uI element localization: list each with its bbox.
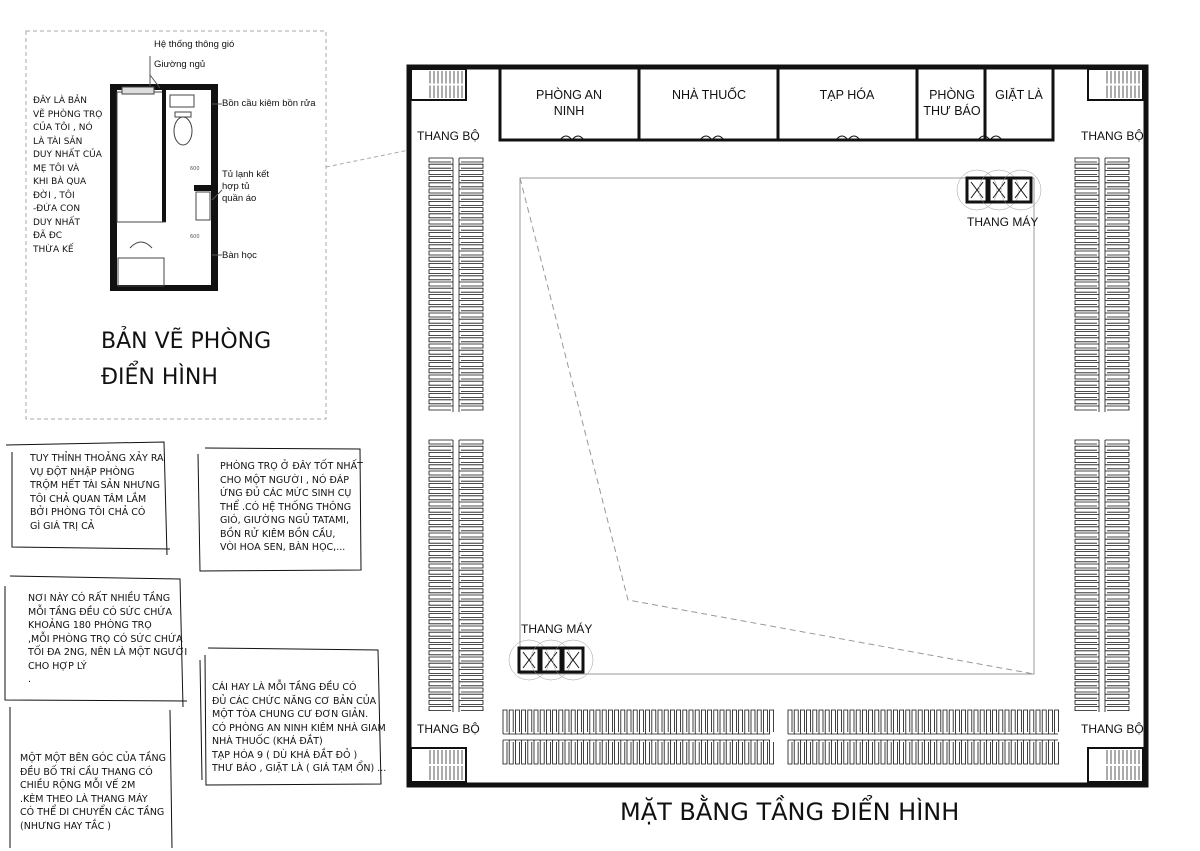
bed-label: Giường ngủ [154,59,206,70]
note-floor-functions: CÁI HAY LÀ MỖI TẦNG ĐỀU CÓ ĐỦ CÁC CHỨC NĂNG CƠ BẢN CỦA MỘT TÒA CHUNG CƯ ĐƠN GIẢN. CÓ PHÒNG AN NINH KIÊM NHÀ GIAM NHÀ THUỐC (KHÁ ĐẮT) TẠP HÓA 9 ( DÙ KHÁ ĐẮT ĐỎ ) THƯ BÁO , GIẶT LÀ ( GIÁ TẠM ỔN) ... [212,682,387,774]
toilet-sink-label: Bồn cầu kiêm bồn rửa [222,98,316,109]
room-pharmacy: NHÀ THUỐC [671,88,747,102]
callout-line [326,150,409,167]
note-break-in: TUY THỈNH THOẢNG XẢY RA VỤ ĐỘT NHẬP PHÒNG TRỘM HẾT TÀI SẢN NHƯNG TÔI CHẢ QUAN TÂM LẮM BỞI PHÒNG TÔI CHẢ CÓ GÌ GIÁ TRỊ CẢ [30,453,164,532]
stairs-label-bottom-right: THANG BỘ [1081,722,1144,736]
note-capacity: NƠI NÀY CÓ RẤT NHIỀU TẦNG MỖI TẦNG ĐỀU CÓ SỨC CHỨA KHOẢNG 180 PHÒNG TRỌ ,MỖI PHÒNG TRỌ CÓ SỨC CHỨA TỐI ĐA 2NG, NÊN LÀ MỘT NGƯỜI CHO HỢP LÝ . [28,593,188,685]
note-room-quality: PHÒNG TRỌ Ở ĐÂY TỐT NHẤT CHO MỘT NGƯỜI , NÓ ĐÁP ỨNG ĐỦ CÁC MỨC SINH CỤ THỂ .CÓ HỆ THỐNG THÔNG GIÓ, GIƯỜNG NGỦ TATAMI, BỒN RỬ KIÊM BỒN CẦU, VÒI HOA SEN, BÀN HỌC,... [220,461,363,553]
room-laundry: GIẶT LÀ [995,88,1043,102]
fridge-wardrobe-label: Tủ lạnh kết hợp tủ quần áo [222,169,269,204]
svg-text:600: 600 [190,166,200,172]
room-plan-title: BẢN VẼ PHÒNG ĐIỂN HÌNH [101,329,272,390]
elevators [509,170,1041,680]
floor-plan-title: MẶT BẰNG TẦNG ĐIỂN HÌNH [620,798,960,826]
svg-text:600: 600 [190,234,200,240]
stairs-label-top-right: THANG BỘ [1081,129,1144,143]
stairs-label-bottom-left: THANG BỘ [417,722,480,736]
stairs-label-top-left: THANG BỘ [417,129,480,143]
room-mail: PHÒNG THƯ BÁO [923,88,981,118]
ventilation-label: Hệ thống thông gió [154,39,235,50]
room-grocery: TẠP HÓA [819,88,875,102]
courtyard-diagonal [520,178,1034,674]
elevator-label-bottom: THANG MÁY [521,622,593,636]
stairs [411,69,1143,782]
room-security: PHÒNG AN NINH [536,88,602,118]
desk-label: Bàn học [222,250,257,261]
elevator-label-top: THANG MÁY [967,215,1039,229]
note-stairs: MỘT MỘT BÊN GÓC CỦA TẦNG ĐỀU BỐ TRÍ CẦU THANG CÓ CHIỀU RỘNG MỖI VẾ 2M .KÈM THEO LÀ THANG MÁY CÓ THỂ DI CHUYỂN CÁC TẦNG (NHƯNG HAY TẮC ) [20,753,167,832]
room-unit-plan [111,56,222,290]
room-plan-side-note: ĐÂY LÀ BẢN VẼ PHÒNG TRỌ CỦA TÔI , NÓ LÀ TÀI SẢN DUY NHẤT CỦA MẸ TÔI VÀ KHI BÀ QUA ĐỜI , TÔI -ĐỨA CON DUY NHẤT ĐÃ ĐC THỪA KẾ [33,96,103,255]
courtyard [520,178,1034,674]
